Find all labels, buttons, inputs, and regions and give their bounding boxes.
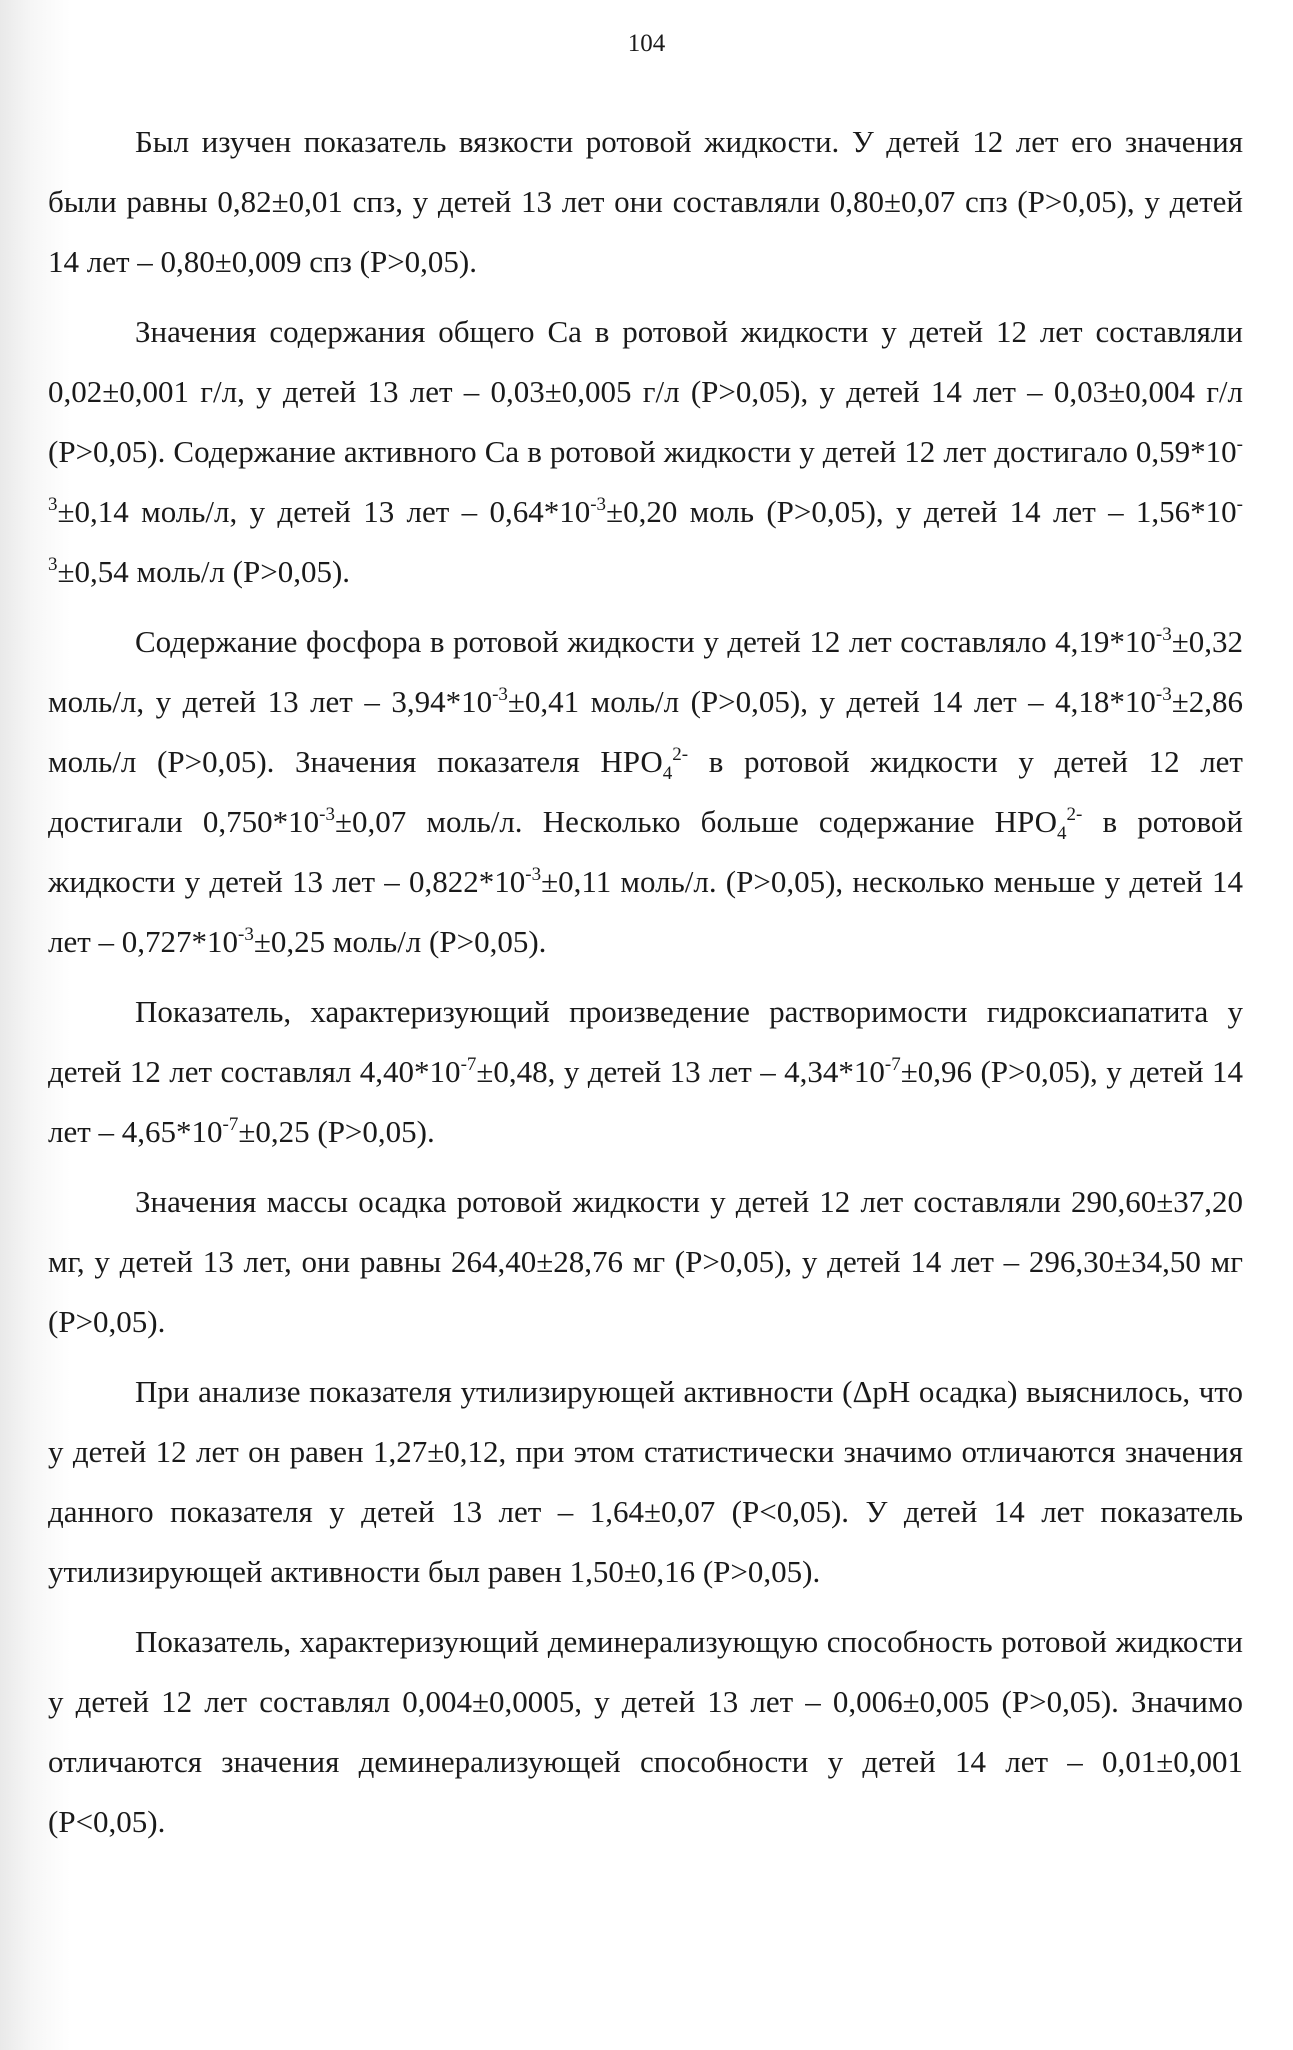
superscript: -7 [884, 1054, 901, 1075]
text-run: ±0,25 моль/л (Р>0,05). [253, 924, 547, 959]
paragraph-hydroxyapatite [48, 982, 1243, 1162]
text-run: ±2,86 моль/л (Р>0,05). Значения показателя НРО [48, 684, 1243, 779]
superscript: -3 [48, 434, 1243, 515]
document-body [48, 112, 1243, 1862]
text-run: Значения массы осадка ротовой жидкости у детей 12 лет составляли 290,60±37,20 мг, у детей 13 лет, они равны 264,40±28,76 мг (Р>0,05), у детей 14 лет – 296,30±34,50 мг (Р>0,05). [48, 1184, 1243, 1339]
superscript: 2- [672, 744, 689, 765]
text-run: При анализе показателя утилизирующей активности (ΔрН осадка) выяснилось, что у детей 12 лет он равен 1,27±0,12, при этом статистически значимо отличаются значения данного показателя у детей 13 лет – 1,64±0,07 (Р<0,05). У детей 14 лет показатель утилизирующей активности был равен 1,50±0,16 (Р>0,05). [48, 1374, 1243, 1589]
text-run: ±0,41 моль/л (Р>0,05), у детей 14 лет – 4,18*10 [507, 684, 1156, 719]
text-run: Был изучен показатель вязкости ротовой жидкости. У детей 12 лет его значения были равны 0,82±0,01 спз, у детей 13 лет они составляли 0,80±0,07 спз (Р>0,05), у детей 14 лет – 0,80±0,009 спз (Р>0,05). [48, 124, 1243, 279]
text-run: ±0,20 моль (Р>0,05), у детей 14 лет – 1,56*10 [606, 494, 1237, 529]
superscript: -3 [1155, 624, 1172, 645]
superscript: -3 [590, 494, 607, 515]
subscript: 4 [1057, 823, 1067, 844]
text-run: Показатель, характеризующий деминерализующую способность ротовой жидкости у детей 12 лет составлял 0,004±0,0005, у детей 13 лет – 0,006±0,005 (Р>0,05). Значимо отличаются значения деминерализующей способности у детей 14 лет – 0,01±0,001 (Р<0,05). [48, 1624, 1243, 1839]
superscript: -3 [492, 684, 508, 705]
text-run: ±0,96 (Р>0,05), у детей 14 лет – 4,65*10 [48, 1054, 1244, 1149]
paragraph-viscosity [48, 112, 1243, 292]
page-number: 104 [627, 30, 666, 57]
text-run: ±0,14 моль/л, у детей 13 лет – 0,64*10 [57, 494, 591, 529]
paragraph-phosphorus [48, 612, 1243, 972]
superscript: 2- [1066, 804, 1083, 825]
superscript: -3 [238, 924, 254, 945]
text-run: Содержание фосфора в ротовой жидкости у детей 12 лет составляло 4,19*10 [135, 624, 1156, 659]
superscript: -3 [48, 494, 1243, 575]
paragraph-demineralizing-ability [48, 1612, 1243, 1852]
paragraph-utilizing-activity [48, 1362, 1243, 1602]
superscript: -3 [525, 864, 542, 885]
subscript: 4 [662, 763, 673, 784]
text-run: ±0,54 моль/л (Р>0,05). [57, 554, 351, 589]
paragraph-calcium [48, 302, 1243, 602]
text-run: в ротовой жидкости у детей 12 лет достигали 0,750*10 [48, 744, 1243, 839]
paragraph-sediment-mass [48, 1172, 1243, 1352]
superscript: -7 [460, 1054, 477, 1075]
text-run: ±0,11 моль/л. (Р>0,05), несколько меньше у детей 14 лет – 0,727*10 [48, 864, 1243, 959]
superscript: -3 [319, 804, 335, 825]
superscript: -7 [222, 1114, 239, 1135]
text-run: Показатель, характеризующий произведение растворимости гидроксиапатита у детей 12 лет составлял 4,40*10 [48, 994, 1243, 1089]
text-run: ±0,48, у детей 13 лет – 4,34*10 [476, 1054, 885, 1089]
superscript: -3 [1155, 684, 1172, 705]
text-run: Значения содержания общего Са в ротовой жидкости у детей 12 лет составляли 0,02±0,001 г/л, у детей 13 лет – 0,03±0,005 г/л (Р>0,05), у детей 14 лет – 0,03±0,004 г/л (Р>0,05). Содержание активного Са в ротовой жидкости у детей 12 лет достигало 0,59*10 [48, 314, 1243, 469]
text-run: ±0,07 моль/л. Несколько больше содержание НРО [334, 804, 1057, 839]
text-run: ±0,32 моль/л, у детей 13 лет – 3,94*10 [48, 624, 1243, 719]
text-run: в ротовой жидкости у детей 13 лет – 0,822*10 [48, 804, 1244, 899]
text-run: ±0,25 (Р>0,05). [238, 1114, 435, 1149]
